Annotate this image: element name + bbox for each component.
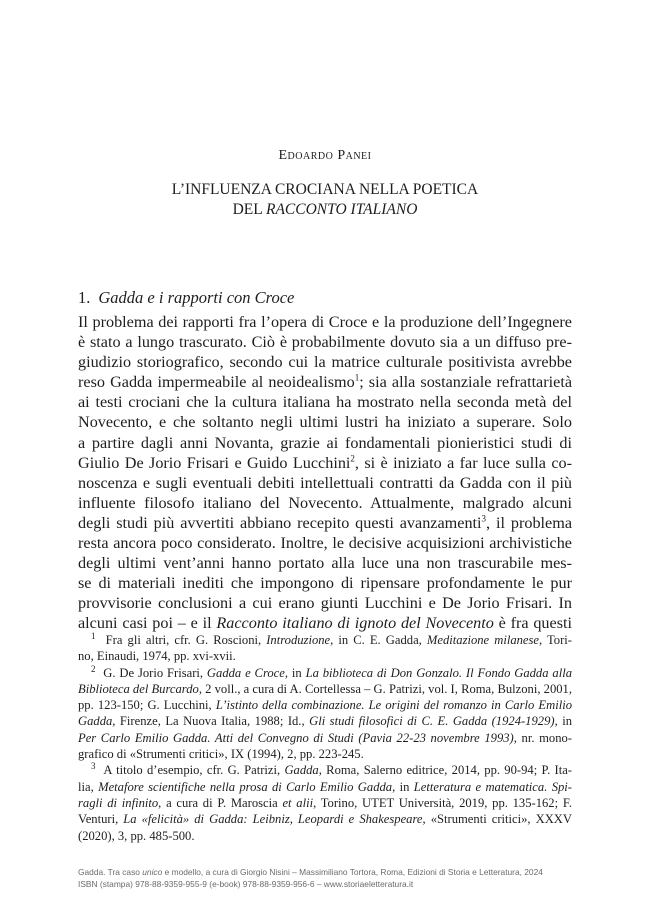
- section-number: 1.: [78, 288, 91, 307]
- footnote-text: G. De Jorio Frisari,: [103, 665, 207, 680]
- footnote-text: , «Strumenti critici», XXXV: [422, 812, 572, 827]
- footnote-italic: Gli studi filosofici di C. E. Gadda (1924-1929): [309, 714, 555, 729]
- body-text-segment: ; sia alla sostanziale refrattarietà: [359, 373, 573, 392]
- chapter-title: [0, 180, 650, 220]
- footnote-line: [78, 697, 572, 713]
- footnote-2: [78, 665, 572, 681]
- body-text-italic: Racconto italiano di ignoto del Novecento: [216, 614, 494, 633]
- footnote-line: [78, 811, 572, 827]
- footnote-number: 3: [91, 761, 96, 772]
- footnote-text: , in: [554, 714, 572, 729]
- footnote-text: , 2 voll., a cura di A. Cortellessa – G. Patrizi, vol. I, Roma, Bulzoni, 2001,: [198, 681, 572, 696]
- body-text: [78, 312, 572, 634]
- footnote-text: , in C. E. Gadda,: [330, 633, 427, 647]
- footnote-italic: Gadda: [78, 714, 113, 729]
- footnote-line: [78, 779, 572, 795]
- footer-text: Gadda. Tra caso: [78, 867, 143, 877]
- footnote-line: (2020), 3, pp. 485-500.: [78, 828, 195, 843]
- section-heading: [78, 288, 294, 308]
- footnote-italic: Meditazione milanese: [426, 633, 539, 647]
- body-line: provvisorie conclusioni a cui erano giunti Lucchini e De Jorio Frisari. In: [78, 594, 572, 613]
- body-line: degli ultimi vent’anni hanno portato alla luce una non trascurabile mes-: [78, 554, 572, 573]
- footnote-italic: Metafore scientifiche nella prosa di Carlo Emilio Gadda: [98, 779, 393, 794]
- publication-footer: [78, 866, 578, 890]
- chapter-title-italic: RACCONTO ITALIANO: [266, 201, 418, 218]
- footnote-text: , nr. mono-: [513, 730, 572, 745]
- body-line: Il problema dei rapporti fra l’opera di Croce e la produzione dell’Ingegnere: [78, 313, 572, 331]
- body-line: a partire dagli anni Novanta, grazie ai fondamentali pionieristici studi di: [78, 433, 572, 452]
- footnote-text: Venturi,: [78, 812, 124, 827]
- body-line: [78, 372, 572, 392]
- footnote-text: , Torino, UTET Università, 2019, pp. 135-162; F.: [313, 795, 572, 810]
- footer-isbn: ISBN (stampa) 978-88-9359-955-9 (e-book) 978-88-9359-956-6 – www.storiaeletteratura.it: [78, 879, 414, 889]
- body-line: Novecento, e che soltanto negli ultimi lustri ha iniziato a superare. Solo: [78, 413, 572, 432]
- footnote-text: , Tori-: [539, 633, 572, 647]
- body-text-segment: Giulio De Jorio Frisari e Guido Lucchini: [78, 453, 351, 472]
- footnote-text: , Firenze, La Nuova Italia, 1988; Id.,: [112, 714, 310, 729]
- body-line: giudizio storiografico, secondo cui la matrice culturale positivista avrebbe: [78, 353, 572, 372]
- body-line: [78, 513, 572, 533]
- body-text-segment: è fra questi: [493, 614, 572, 633]
- footnote-line: [78, 730, 572, 746]
- footnote-line: no, Einaudi, 1974, pp. xvi-xvii.: [78, 649, 236, 664]
- body-line: resta ancora poco considerato. Inoltre, le decisive acquisizioni archivistiche: [78, 534, 572, 553]
- footnote-line: [78, 681, 572, 697]
- footnote-1: [78, 632, 572, 648]
- footnote-text: Fra gli altri, cfr. G. Roscioni,: [105, 633, 267, 647]
- chapter-title-prefix: DEL: [232, 201, 266, 218]
- footnote-number: 2: [91, 663, 96, 674]
- footnote-italic: Gadda e Croce: [206, 665, 285, 680]
- body-line: [78, 453, 572, 473]
- footnote-line: [78, 795, 572, 811]
- body-text-segment: , il problema: [486, 513, 572, 532]
- footnote-ref-1[interactable]: 1: [354, 372, 360, 383]
- footnote-italic: Biblioteca del Burcardo: [78, 681, 199, 696]
- body-text-segment: , si è iniziato a far luce sulla co-: [354, 453, 572, 472]
- body-line: è stato a lungo trascurato. Ciò è probabilmente dovuto sia a un diffuso pre-: [78, 333, 572, 352]
- footnote-italic: L’istinto della combinazione. Le origini del romanzo in Carlo Emilio: [215, 698, 572, 713]
- footnote-ref-3[interactable]: 3: [481, 513, 487, 524]
- footnote-text: lia,: [78, 779, 99, 794]
- body-line: noscenza e sugli eventuali debiti intellettuali contratti da Gadda con il più: [78, 473, 572, 492]
- section-title: Gadda e i rapporti con Croce: [98, 288, 295, 307]
- body-text-segment: alcuni casi poi – e il: [78, 614, 217, 633]
- footnote-number: 1: [91, 630, 96, 641]
- footnote-text: pp. 123-150; G. Lucchini,: [78, 698, 216, 713]
- footnote-line: grafico di «Strumenti critici», IX (1994), 2, pp. 223-245.: [78, 747, 364, 762]
- footnote-italic: La «felicità» di Gadda: Leibniz, Leopardi e Shakespeare: [123, 812, 423, 827]
- footnote-text: , in: [284, 665, 306, 680]
- footer-citation: [78, 866, 578, 878]
- footnote-3: [78, 762, 572, 778]
- footnote-text: A titolo d’esempio, cfr. G. Patrizi,: [103, 763, 285, 778]
- footnote-italic: Introduzione: [266, 633, 331, 647]
- footnote-italic: Per Carlo Emilio Gadda. Atti del Convegno di Studi (Pavia 22-23 novembre 1993): [78, 730, 514, 745]
- footnote-line: [78, 713, 572, 729]
- footnote-italic: et alii: [282, 795, 314, 810]
- footnote-italic: Gadda: [284, 763, 319, 778]
- chapter-title-line-2: [0, 200, 650, 220]
- footnote-italic: La biblioteca di Don Gonzalo. Il Fondo Gadda alla: [305, 665, 572, 680]
- body-text-segment: reso Gadda impermeabile al neoidealismo: [78, 373, 355, 392]
- body-line: influente filosofo italiano del Novecento. Attualmente, malgrado alcuni: [78, 493, 572, 512]
- footnote-text: , Roma, Salerno editrice, 2014, pp. 90-94; P. Ita-: [318, 763, 572, 778]
- footer-italic: unico: [142, 867, 163, 877]
- body-line: ai testi crociani che la cultura italiana ha mostrato nella seconda metà del: [78, 393, 572, 412]
- footnote-italic: ragli di infinito: [78, 795, 159, 810]
- footer-text: e modello, a cura di Giorgio Nisini – Massimiliano Tortora, Roma, Edizioni di Storia e Letteratura, 2024: [162, 867, 543, 877]
- chapter-title-line-1: L’INFLUENZA CROCIANA NELLA POETICA: [171, 181, 479, 198]
- footnote-italic: Letteratura e matematica. Spi-: [413, 779, 572, 794]
- footnote-text: , in: [392, 779, 414, 794]
- footnotes: [78, 632, 572, 844]
- author-name: Edoardo Panei: [278, 148, 372, 163]
- body-line: se di materiali inediti che impongono di ripensare profondamente le pur: [78, 574, 572, 593]
- footnote-ref-2[interactable]: 2: [350, 453, 355, 464]
- footnote-text: , a cura di P. Maroscia: [158, 795, 283, 810]
- body-text-segment: degli studi più avvertiti abbiano recepito questi avanzamenti: [78, 513, 482, 532]
- body-line: [78, 613, 572, 633]
